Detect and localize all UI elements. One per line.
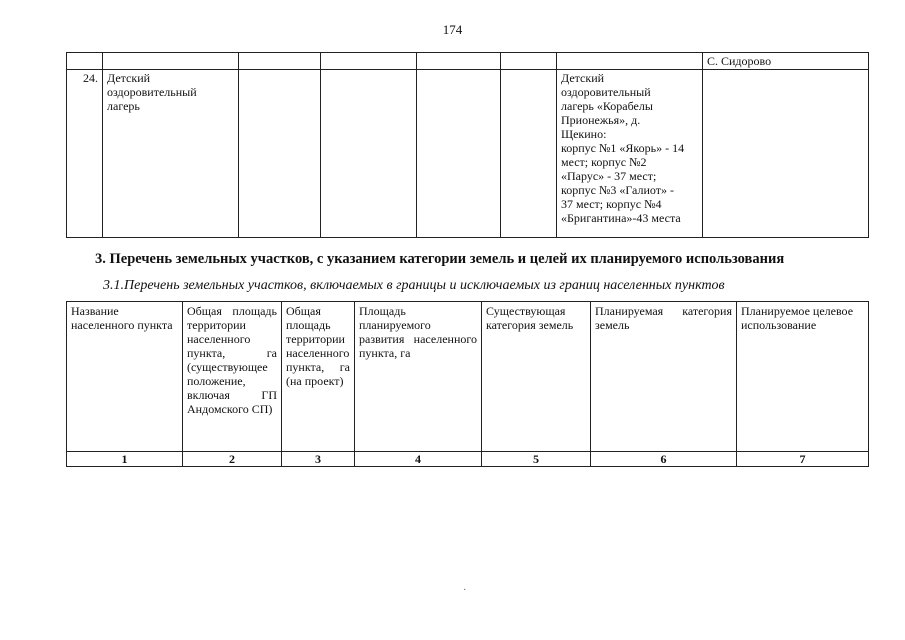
description-line: «Бригантина»-43 места (561, 211, 681, 225)
land-plots-table (66, 301, 869, 467)
column-header: Планируемая категория земель (591, 302, 737, 452)
column-header: Существующая категория земель (482, 302, 591, 452)
description-line: лагерь «Корабелы (561, 99, 653, 113)
column-number: 6 (591, 452, 737, 467)
description-line: Детский (561, 71, 605, 85)
settlements-continued-table (66, 52, 869, 238)
object-name-line: Детский (107, 71, 151, 85)
column-header: Общая площадь территории населенного пункта, га (существующее положение, включая ГП Андомского СП) (183, 302, 282, 452)
table-row (67, 70, 869, 238)
village-cell: С. Сидорово (703, 53, 869, 70)
description-line: Прионежья», д. (561, 113, 641, 127)
column-number-row (67, 452, 869, 467)
object-name-line: оздоровительный (107, 85, 197, 99)
column-header: Название населенного пункта (67, 302, 183, 452)
column-header: Площадь планируемого развития населенного пункта, га (355, 302, 482, 452)
subsection-heading: 3.1.Перечень земельных участков, включаемых в границы и исключаемых из границ населенных пунктов (103, 278, 725, 293)
description-line: «Парус» - 37 мест; (561, 169, 657, 183)
column-number: 5 (482, 452, 591, 467)
column-number: 2 (183, 452, 282, 467)
table-header-row (67, 302, 869, 452)
column-number: 7 (737, 452, 869, 467)
object-description-cell (557, 70, 703, 238)
object-name-line: лагерь (107, 99, 140, 113)
description-line: корпус №1 «Якорь» - 14 (561, 141, 685, 155)
description-line: оздоровительный (561, 85, 651, 99)
table-row (67, 53, 869, 70)
page-number: 174 (442, 22, 463, 37)
description-line: мест; корпус №2 (561, 155, 647, 169)
column-number: 3 (282, 452, 355, 467)
row-number-cell: 24. (67, 70, 103, 238)
column-number: 4 (355, 452, 482, 467)
description-line: Щекино: (561, 127, 607, 141)
column-number: 1 (67, 452, 183, 467)
section-heading: 3. Перечень земельных участков, с указанием категории земель и целей их планируемого использования (95, 251, 785, 267)
description-line: 37 мест; корпус №4 (561, 197, 662, 211)
scan-speck: · (463, 585, 467, 596)
column-header: Общая площадь территории населенного пункта, га (на проект) (282, 302, 355, 452)
description-line: корпус №3 «Галиот» - (561, 183, 674, 197)
object-name-cell (103, 70, 239, 238)
column-header: Планируемое целевое использование (737, 302, 869, 452)
